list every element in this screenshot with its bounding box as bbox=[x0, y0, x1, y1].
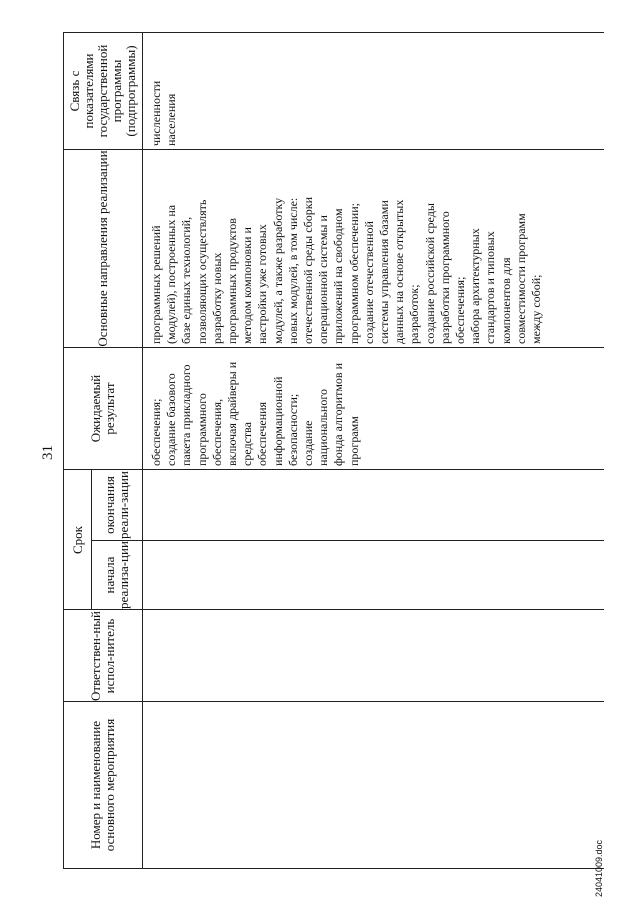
measures-table bbox=[63, 32, 604, 869]
column-border bbox=[63, 32, 604, 33]
header-link: Связь с показателями государственной программы (подпрограммы) bbox=[67, 44, 138, 138]
column-border bbox=[63, 609, 604, 610]
column-border bbox=[63, 149, 604, 150]
cell-link: численности населения bbox=[149, 80, 179, 146]
column-border bbox=[63, 347, 604, 348]
header-directions: Основные направления реализации bbox=[95, 150, 110, 347]
footer-file-code: 24041009.doc bbox=[594, 839, 604, 897]
header-term: Срок bbox=[70, 526, 85, 554]
header-executor: Ответствен-ный испол-нитель bbox=[88, 611, 117, 701]
page-number: 31 bbox=[40, 445, 56, 460]
header-result: Ожидаемый результат bbox=[88, 374, 117, 443]
column-border bbox=[63, 469, 604, 470]
header-end: окончания реали-зации bbox=[101, 471, 131, 539]
header-measure: Номер и наименование основного мероприятия bbox=[88, 718, 117, 852]
column-border bbox=[91, 540, 604, 541]
cell-result: обеспечения; создание базового пакета прикладного программного обеспечения, включая драйверы и средства обеспечения информационной безопасности; создание национального фонда алгоритмов и программ bbox=[149, 361, 361, 466]
term-subheader-rule bbox=[91, 470, 92, 610]
header-start: начала реализа-ции bbox=[101, 541, 131, 609]
table-top-border bbox=[63, 32, 64, 868]
cell-directions: программных решений (модулей), построенных на базе единых технологий, позволяющих осуществлять разработку новых программных продуктов методом компоновки и настройки уже готовых модулей, а также разработку новых модулей, в том числе: отечественной среды сборки операционной системы и приложений на свободном программном обеспечении; создание отечественной системы управления базами данных на основе открытых разработок; создание российской среды разработки программного обеспечения; набора архитектурных стандартов и типовых компонентов для совместимости программ между собой; bbox=[149, 196, 544, 344]
header-bottom-rule bbox=[142, 32, 143, 868]
column-border bbox=[63, 701, 604, 702]
